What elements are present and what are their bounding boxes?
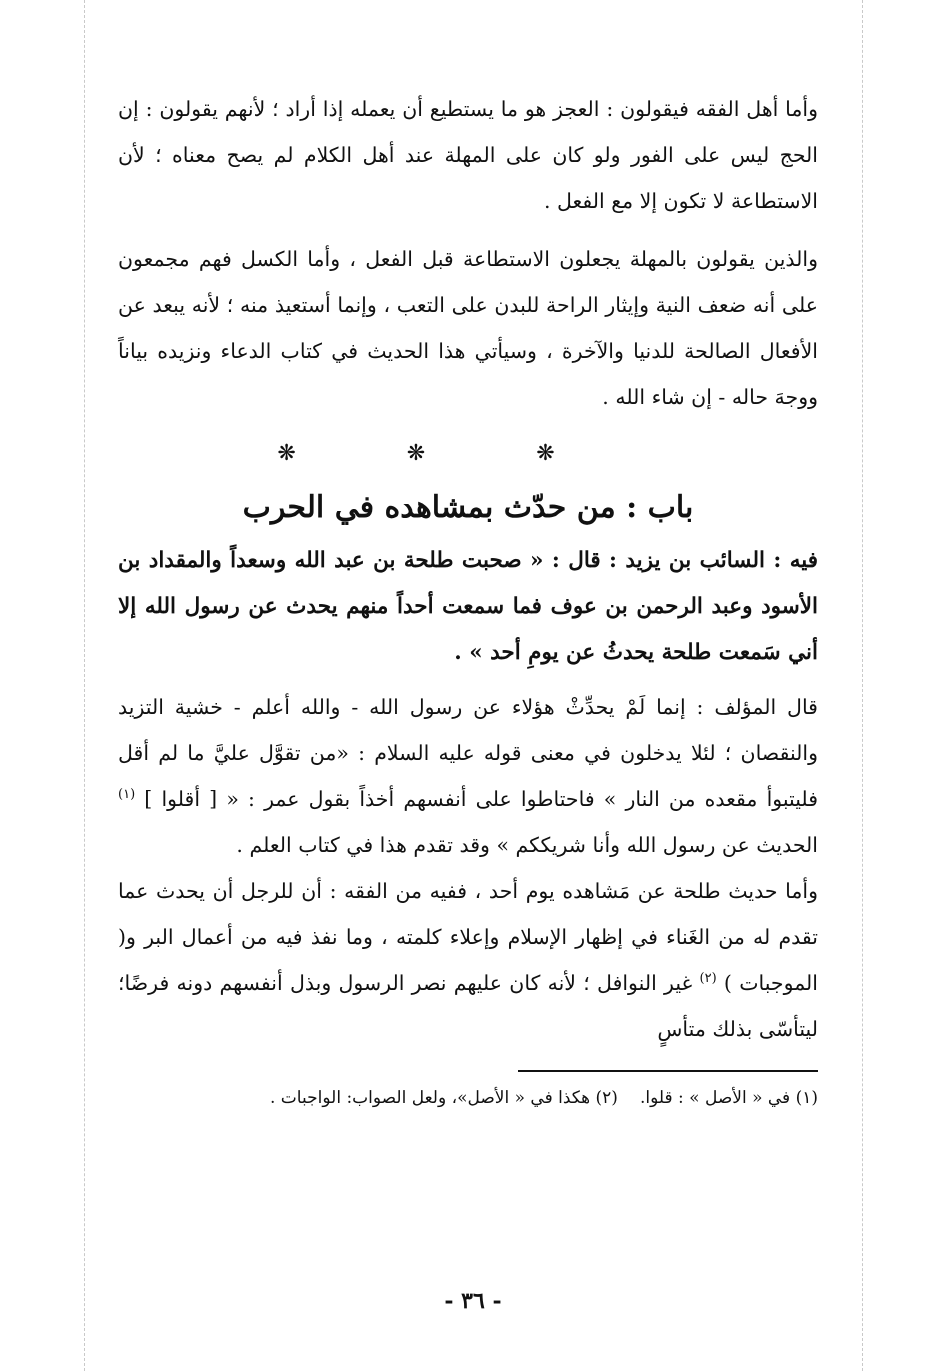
paragraph-author-comment	[118, 684, 818, 868]
chapter-title: باب : من حدّث بمشاهده في الحرب	[242, 490, 694, 525]
scan-edge-right	[862, 0, 863, 1371]
footnote-ref-2: (٢)	[699, 971, 717, 987]
book-page	[118, 86, 818, 1356]
scan-edge-left	[84, 0, 85, 1371]
paragraph-author-comment-part2: الحديث عن رسول الله وأنا شريككم » وقد تقدم هذا في كتاب العلم .	[236, 833, 818, 857]
footnote-ref-1: (١)	[118, 787, 136, 803]
footnote-divider	[518, 1070, 818, 1072]
footnotes	[118, 1084, 818, 1112]
paragraph-talha	[118, 868, 818, 1052]
hadith-text: فيه : السائب بن يزيد : قال : « صحبت طلحة بن عبد الله وسعداً والمقداد بن الأسود وعبد الرحمن بن عوف فما سمعت أحداً منهم يحدث عن رسول الله إلا أني سَمعت طلحة يحدثُ عن يومِ أحد » .	[118, 548, 819, 665]
paragraph-author-comment-part1: قال المؤلف : إنما لَمْ يحدِّثْ هؤلاء عن رسول الله - والله أعلم - خشية التزيد والنقصان ؛ لئلا يدخلون في معنى قوله عليه السلام : «من تقوَّل عليَّ ما لم أقل فليتبوأ مقعده من النار » فاحتاطوا على أنفسهم أخذاً بقول عمر : « [ أقلوا ]	[118, 695, 818, 811]
paragraph-talha-part2: غير النوافل ؛ لأنه كان عليهم نصر الرسول وبذل أنفسهم دونه فرضًا؛ ليتأسّى بذلك متأسٍ	[118, 971, 818, 1041]
footnote-1: (١) في « الأصل » : قلوا.	[639, 1088, 818, 1108]
page-number: - ٣٦ -	[444, 1288, 502, 1314]
paragraph-kasal: والذين يقولون بالمهلة يجعلون الاستطاعة قبل الفعل ، وأما الكسل فهم مجمعون على أنه ضعف النية وإيثار الراحة للبدن على التعب ، وإنما أستعيذ منه ؛ لأنه يبعد عن الأفعال الصالحة للدنيا والآخرة ، وسيأتي هذا الحديث في كتاب الدعاء ونزيده بياناً ووجهَ حاله - إن شاء الله .	[118, 247, 818, 409]
section-separator: ❋ ❋ ❋	[277, 441, 607, 466]
paragraph-fiqh: وأما أهل الفقه فيقولون : العجز هو ما يستطيع أن يعمله إذا أراد ؛ لأنهم يقولون : إن الحج ليس على الفور ولو كان على المهلة عند أهل الكلام لم يصح معناه ؛ لأن الاستطاعة لا تكون إلا مع الفعل .	[118, 97, 818, 213]
footnote-2: (٢) هكذا في « الأصل»، ولعل الصواب: الواجبات .	[270, 1088, 618, 1108]
paragraph-talha-part1: وأما حديث طلحة عن مَشاهده يوم أحد ، ففيه من الفقه : أن للرجل أن يحدث عما تقدم له من الغَناء في إظهار الإسلام وإعلاء كلمته ، وما نفذ فيه من أعمال البر و( الموجبات )	[118, 879, 818, 995]
